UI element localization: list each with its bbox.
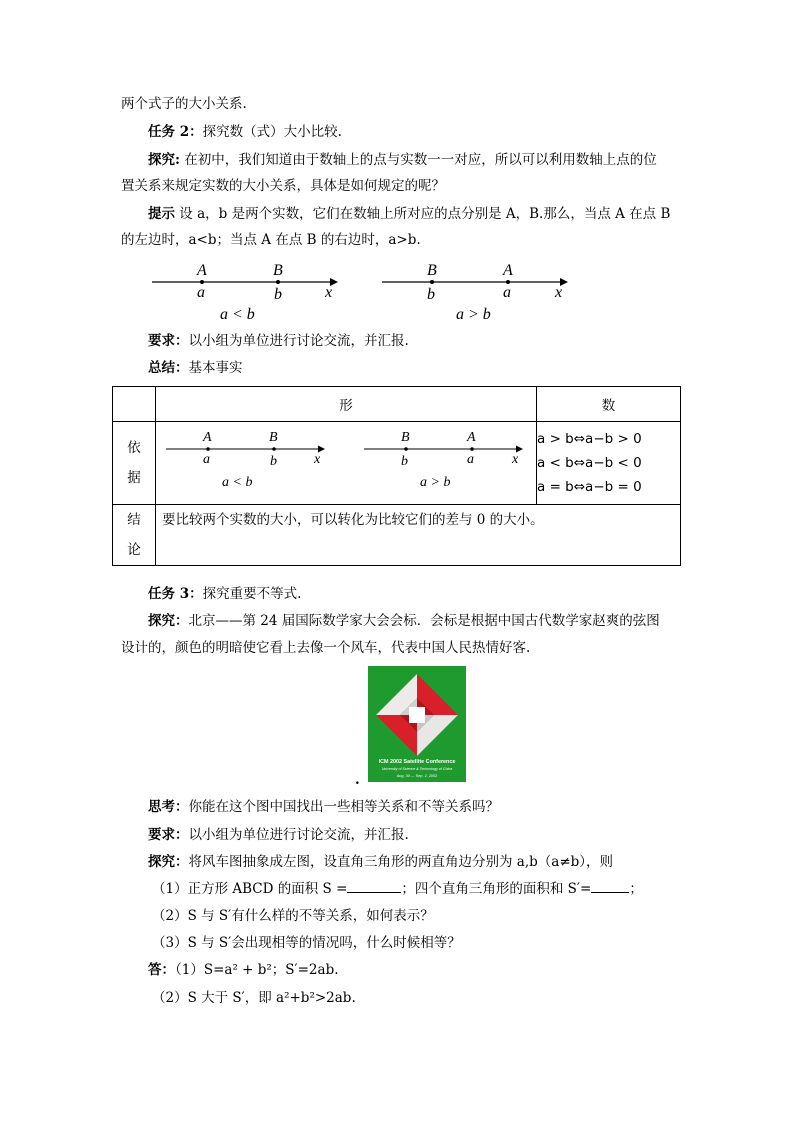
point-label-lower: a (203, 452, 210, 467)
stray-dot: . (355, 772, 360, 788)
hint-label: 提示 (148, 206, 175, 222)
explore-text: 在初中，我们知道由于数轴上的点与实数一一对应，所以可以利用数轴上点的位 (179, 152, 657, 168)
explore-line-2 (121, 176, 445, 196)
question-3: （3）S 与 S′会出现相等的情况吗，什么时候相等？ (152, 935, 461, 951)
row-label-char: 结 (127, 512, 141, 528)
question-1 (152, 879, 643, 899)
require2-line (148, 825, 409, 845)
require-line (148, 331, 409, 351)
answer-text: （1）S=a² + b²；S′=2ab. (175, 962, 339, 978)
point-label-upper: A (203, 430, 212, 445)
question-text: ； (629, 881, 643, 897)
hint-text: 的左边时，a<b；当点 A 在点 B 的右边时，a>b. (121, 232, 421, 248)
shape-cell (156, 422, 537, 505)
task3-line (148, 584, 301, 604)
hint-line-1 (148, 204, 670, 224)
summary-table (112, 386, 681, 566)
header-shape: 形 (156, 387, 537, 422)
answer-label: 答： (148, 962, 175, 978)
explore3-line-1 (148, 611, 660, 631)
table-number-line-figure (156, 423, 536, 503)
answer-blank[interactable] (591, 892, 629, 893)
number-line-caption: a < b (222, 475, 253, 490)
task-label: 任务 2： (148, 124, 203, 140)
explore-text: 将风车图抽象成左图，设直角三角形的两直角边分别为 a,b（a≠b），则 (188, 854, 614, 870)
conclusion-cell: 要比较两个实数的大小，可以转化为比较它们的差与 0 的大小。 (156, 505, 681, 566)
point-label-upper: B (269, 430, 278, 445)
explore-label: 探究： (148, 854, 189, 870)
point-label-lower: a (503, 284, 511, 301)
summary-text: 基本事实 (188, 360, 243, 376)
summary-line (148, 358, 243, 378)
task-text: 探究重要不等式. (202, 586, 302, 602)
row-label (113, 505, 156, 566)
explore-label: 探究： (148, 613, 189, 629)
row-label (113, 422, 156, 505)
icm-logo-graphic (368, 666, 466, 782)
number-line-figure (150, 258, 570, 328)
point-label-upper: B (401, 430, 410, 445)
icm-logo (368, 666, 466, 782)
point-label-lower: a (197, 284, 205, 301)
axis-label: x (314, 452, 321, 467)
text-line: 两个式子的大小关系. (121, 96, 247, 112)
question-2: （2）S 与 S′有什么样的不等关系，如何表示？ (152, 908, 434, 924)
logo-date: Aug. 30 --- Sep. 2, 2002 (396, 774, 438, 778)
require-text: 以小组为单位进行讨论交流，并汇报. (188, 827, 409, 843)
row-label-char: 据 (127, 470, 141, 486)
summary-label: 总结： (148, 360, 189, 376)
hint-text: 设 a，b 是两个实数，它们在数轴上所对应的点分别是 A，B.那么，当点 A 在点 B (175, 206, 671, 222)
relation-cell (537, 422, 681, 505)
row-label-char: 依 (127, 440, 141, 456)
axis-label: x (555, 284, 563, 301)
explore3-line-2 (121, 638, 530, 658)
relation-equal: a = b⇔a−b = 0 (537, 479, 642, 495)
logo-subtitle: University of Science & Technology of China (381, 767, 453, 771)
task-label: 任务 3： (148, 586, 203, 602)
point-label-lower: b (270, 454, 277, 469)
point-label-upper: B (273, 262, 283, 279)
answer-2: （2）S 大于 S′，即 a²+b²>2ab. (152, 990, 356, 1006)
point-label-upper: A (467, 430, 476, 445)
point-label-lower: b (274, 286, 282, 303)
explore4-line (148, 852, 613, 872)
table-header-row (113, 387, 681, 422)
point-label-upper: B (427, 262, 437, 279)
answer-1 (148, 960, 339, 980)
number-line-caption: a > b (420, 475, 451, 490)
table-row (113, 422, 681, 505)
require-text: 以小组为单位进行讨论交流，并汇报. (188, 333, 409, 349)
question-text: （1）正方形 ABCD 的面积 S = (152, 881, 348, 897)
think-label: 思考： (148, 799, 189, 815)
think-text: 你能在这个图中国找出一些相等关系和不等关系吗？ (188, 799, 499, 815)
number-line-caption: a > b (456, 306, 491, 323)
point-label-lower: b (401, 454, 408, 469)
axis-label: x (325, 284, 333, 301)
explore-label: 探究: (148, 152, 180, 168)
point-label-lower: a (467, 452, 474, 467)
explore-text: 设计的，颜色的明暗使它看上去像一个风车，代表中国人民热情好客. (121, 640, 531, 656)
relation-less: a < b⇔a−b < 0 (537, 455, 642, 471)
row-label-char: 论 (127, 542, 141, 558)
table-corner-cell (113, 387, 156, 422)
logo-title: ICM 2002 Satellite Conference (378, 759, 456, 765)
task2-line (148, 122, 342, 142)
point-label-upper: A (197, 262, 207, 279)
point-label-upper: A (503, 262, 513, 279)
point-label-lower: b (427, 286, 435, 303)
task-text: 探究数（式）大小比较. (202, 124, 342, 140)
axis-label: x (512, 452, 519, 467)
question-text: ；四个直角三角形的面积和 S′= (401, 881, 592, 897)
header-number: 数 (537, 387, 681, 422)
explore-text: 北京——第 24 届国际数学家大会会标．会标是根据中国古代数学家赵爽的弦图 (188, 613, 660, 629)
explore-line-1 (148, 150, 657, 170)
relation-greater: a > b⇔a−b > 0 (537, 431, 642, 447)
answer-blank[interactable] (347, 892, 401, 893)
table-row (113, 505, 681, 566)
explore-text: 置关系来规定实数的大小关系，具体是如何规定的呢？ (121, 178, 445, 194)
require-label: 要求： (148, 333, 189, 349)
think-line (148, 797, 499, 817)
hint-line-2 (121, 230, 421, 250)
number-line-caption: a < b (220, 306, 255, 323)
require-label: 要求： (148, 827, 189, 843)
